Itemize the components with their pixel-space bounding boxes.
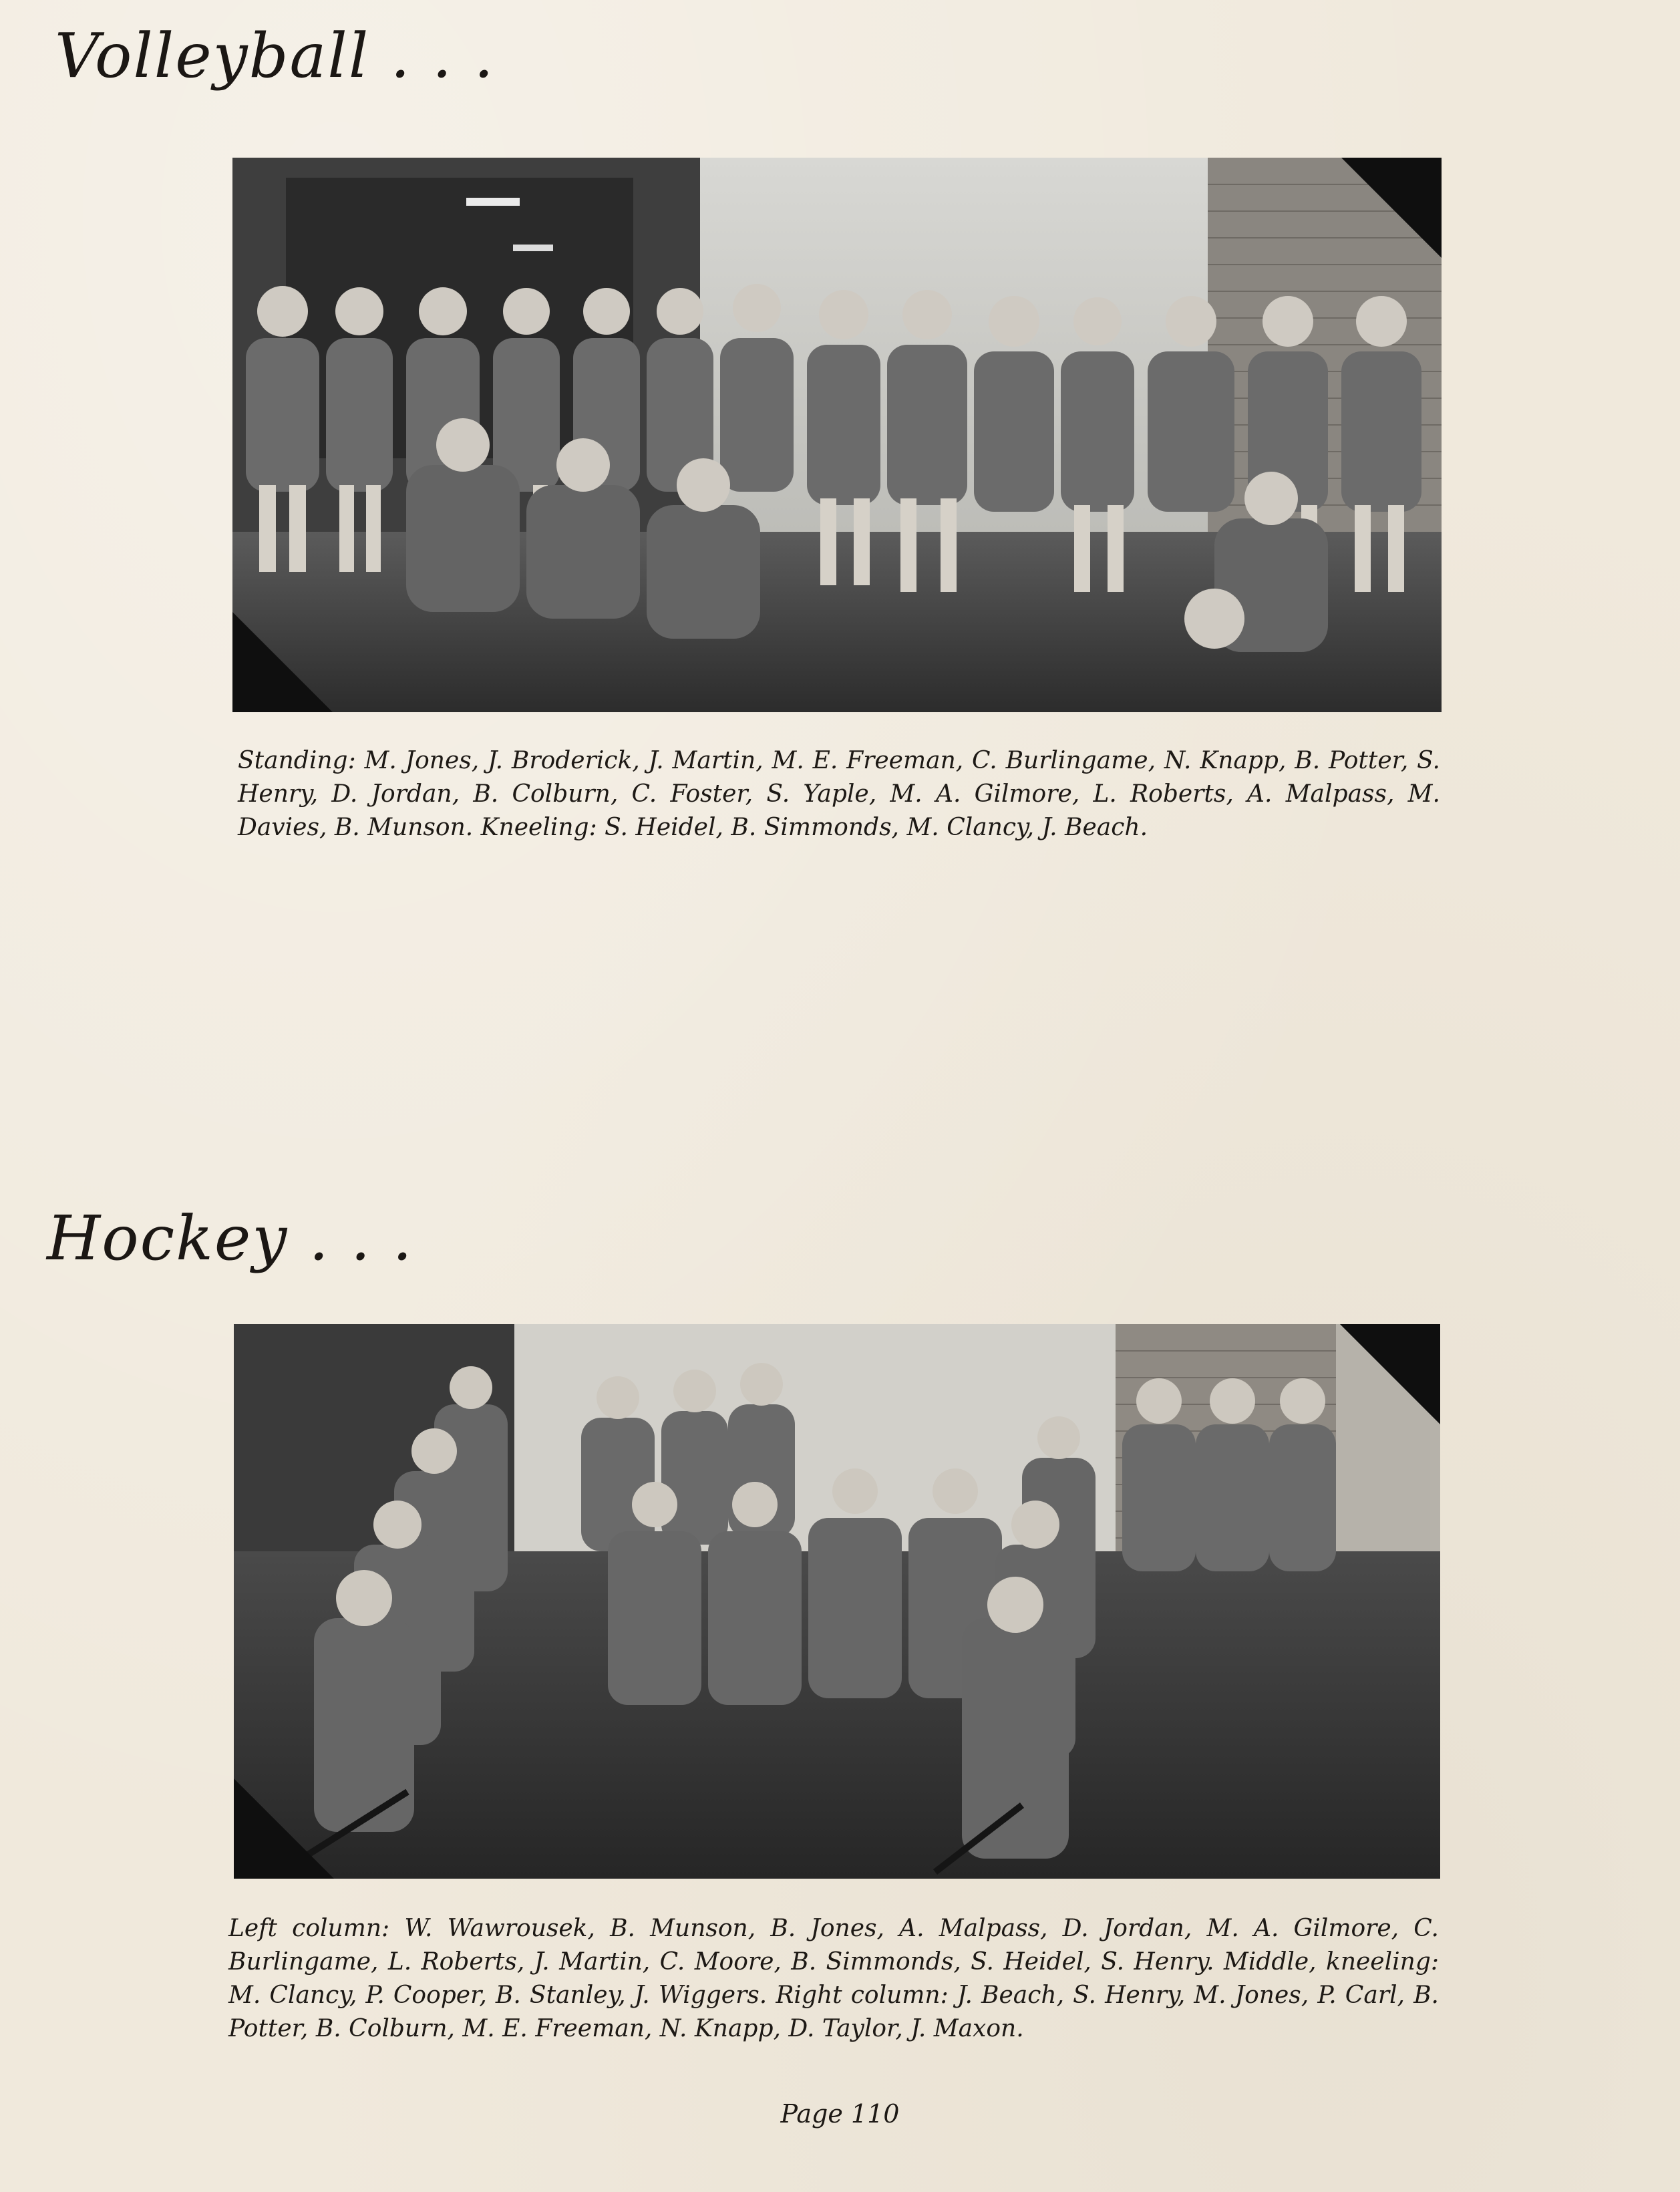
photo-corner-mount: [1341, 158, 1442, 258]
hockey-photo-image: [234, 1324, 1440, 1879]
photo-corner-mount: [1340, 1324, 1440, 1424]
photo-corner-mount: [234, 1778, 334, 1879]
volleyball-team-photo: [232, 158, 1442, 712]
volleyball-heading: Volleyball . . .: [55, 20, 495, 92]
hockey-caption: Left column: W. Wawrousek, B. Munson, B. Jones, A. Malpass, D. Jordan, M. A. Gilmore, C. Burlingame, L. Roberts, J. Martin, C. Moore, B. Simmonds, S. Heidel, S. Henry. Middle, kneeling: M. Clancy, P. Cooper, B. Stanley, J. Wiggers. Right column: J. Beach, S. Henry, M. Jones, P. Carl, B. Potter, B. Colburn, M. E. Freeman, N. Knapp, D. Taylor, J. Maxon.: [228, 1915, 1439, 2042]
volleyball-caption: Standing: M. Jones, J. Broderick, J. Martin, M. E. Freeman, C. Burlingame, N. Knapp, B. Potter, S. Henry, D. Jordan, B. Colburn, C. Foster, S. Yaple, M. A. Gilmore, L. Roberts, A. Malpass, M. Davies, B. Munson. Kneeling: S. Heidel, B. Simmonds, M. Clancy, J. Beach.: [238, 747, 1440, 841]
volleyball-photo-image: [232, 158, 1442, 712]
hockey-team-photo: [234, 1324, 1440, 1879]
photo-corner-mount: [232, 612, 333, 712]
page-number: Page 110: [780, 2099, 900, 2129]
hockey-heading: Hockey . . .: [47, 1203, 413, 1274]
